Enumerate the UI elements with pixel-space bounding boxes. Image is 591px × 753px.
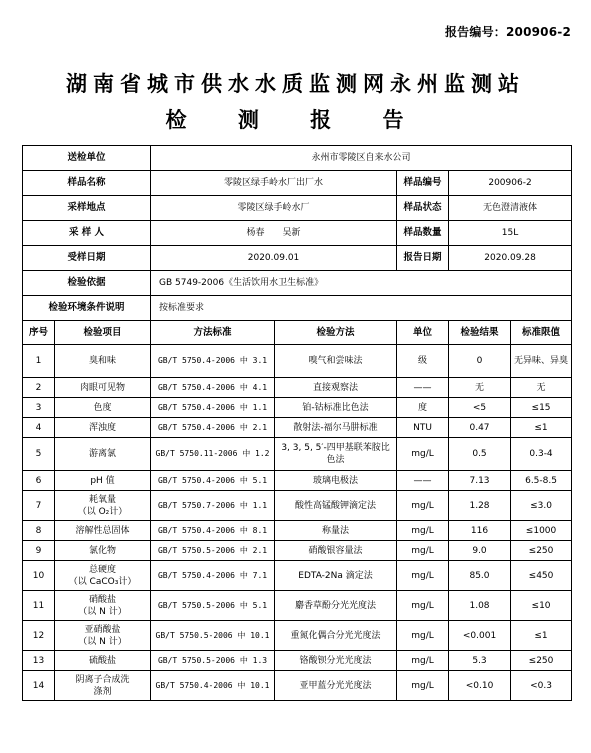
col-method-header: 检验方法 [275, 321, 397, 345]
basis-row [23, 271, 572, 296]
col-result-header: 检验结果 [449, 321, 511, 345]
row-method: 重氮化偶合分光光度法 [275, 621, 397, 651]
report-date-label: 报告日期 [397, 246, 449, 271]
row-method: 散射法-福尔马肼标准 [275, 418, 397, 438]
row-item-name: 硫酸盐 [89, 655, 117, 666]
row-result: 0.47 [449, 418, 511, 438]
row-result: 9.0 [449, 541, 511, 561]
row-result: 1.08 [449, 591, 511, 621]
row-item [55, 541, 151, 561]
row-no: 2 [23, 378, 55, 398]
row-no: 14 [23, 671, 55, 701]
row-method: 嗅气和尝味法 [275, 345, 397, 378]
sample-no-value: 200906-2 [449, 171, 572, 196]
row-unit: NTU [397, 418, 449, 438]
client-value: 永州市零陵区自来水公司 [151, 146, 572, 171]
row-result: 无 [449, 378, 511, 398]
row-method: 铬酸钡分光光度法 [275, 651, 397, 671]
row-item [55, 398, 151, 418]
row-limit: 无 [511, 378, 572, 398]
table-row [23, 621, 572, 651]
row-item-name: 氯化物 [89, 545, 117, 556]
row-method: 称量法 [275, 521, 397, 541]
client-label: 送检单位 [23, 146, 151, 171]
row-item [55, 471, 151, 491]
row-unit: mg/L [397, 491, 449, 521]
column-header-row [23, 321, 572, 345]
row-method: 直接观察法 [275, 378, 397, 398]
date-row [23, 246, 572, 271]
table-row [23, 471, 572, 491]
env-row [23, 296, 572, 321]
col-unit-header: 单位 [397, 321, 449, 345]
row-item-name: 肉眼可见物 [80, 382, 126, 393]
row-std: GB/T 5750.4-2006 中 4.1 [151, 378, 275, 398]
row-no: 6 [23, 471, 55, 491]
row-item-name: 硝酸盐 [89, 594, 117, 605]
row-unit: mg/L [397, 621, 449, 651]
row-no: 4 [23, 418, 55, 438]
sample-name-row [23, 171, 572, 196]
row-limit: 6.5-8.5 [511, 471, 572, 491]
row-item-name: 色度 [93, 402, 112, 413]
col-no-header: 序号 [23, 321, 55, 345]
row-no: 3 [23, 398, 55, 418]
row-limit: <0.3 [511, 671, 572, 701]
sampler-label: 采 样 人 [23, 221, 151, 246]
col-item-header: 检验项目 [55, 321, 151, 345]
row-std: GB/T 5750.5-2006 中 10.1 [151, 621, 275, 651]
row-item-name: 耗氧量 [89, 494, 117, 505]
row-item-name: 臭和味 [89, 356, 117, 366]
row-method: 玻璃电极法 [275, 471, 397, 491]
row-method: 亚甲蓝分光光度法 [275, 671, 397, 701]
recv-date-value: 2020.09.01 [151, 246, 397, 271]
row-unit: mg/L [397, 591, 449, 621]
row-item [55, 651, 151, 671]
row-no: 7 [23, 491, 55, 521]
sample-no-label: 样品编号 [397, 171, 449, 196]
location-value: 零陵区绿手岭水厂 [151, 196, 397, 221]
table-row [23, 438, 572, 471]
row-result: <0.10 [449, 671, 511, 701]
row-no: 8 [23, 521, 55, 541]
row-limit: ≤3.0 [511, 491, 572, 521]
row-limit: ≤10 [511, 591, 572, 621]
row-item [55, 621, 151, 651]
table-row [23, 491, 572, 521]
row-std: GB/T 5750.4-2006 中 1.1 [151, 398, 275, 418]
row-item-note: （以 N 计） [78, 636, 127, 647]
row-item-note: 涤剂 [93, 686, 112, 697]
row-std: GB/T 5750.4-2006 中 10.1 [151, 671, 275, 701]
row-item-note: （以 CaCO₃计） [68, 576, 137, 587]
row-result: 1.28 [449, 491, 511, 521]
row-std: GB/T 5750.4-2006 中 3.1 [151, 345, 275, 378]
row-limit: ≤250 [511, 651, 572, 671]
row-limit: ≤1 [511, 418, 572, 438]
report-subtitle: 检 测 报 告 [165, 107, 426, 132]
row-item-name: 溶解性总固体 [75, 525, 130, 536]
row-method: 麝香草酚分光光度法 [275, 591, 397, 621]
row-method: 3, 3, 5, 5′-四甲基联苯胺比色法 [275, 438, 397, 471]
row-limit: ≤15 [511, 398, 572, 418]
row-unit: 级 [397, 345, 449, 378]
row-std: GB/T 5750.4-2006 中 2.1 [151, 418, 275, 438]
row-limit: ≤1000 [511, 521, 572, 541]
report-number: 报告编号：200906-2 [444, 25, 571, 39]
row-std: GB/T 5750.7-2006 中 1.1 [151, 491, 275, 521]
sampler-row [23, 221, 572, 246]
report-date-value: 2020.09.28 [449, 246, 572, 271]
row-unit: mg/L [397, 541, 449, 561]
row-unit: —— [397, 378, 449, 398]
sampler-value: 杨春 吴新 [151, 221, 397, 246]
row-std: GB/T 5750.4-2006 中 7.1 [151, 561, 275, 591]
sample-name-value: 零陵区绿手岭水厂出厂水 [151, 171, 397, 196]
location-label: 采样地点 [23, 196, 151, 221]
env-label: 检验环境条件说明 [23, 296, 151, 321]
row-method: EDTA-2Na 滴定法 [275, 561, 397, 591]
row-item [55, 438, 151, 471]
row-unit: mg/L [397, 651, 449, 671]
row-item [55, 591, 151, 621]
row-no: 12 [23, 621, 55, 651]
row-item-name: pH 值 [90, 475, 115, 486]
row-item [55, 491, 151, 521]
row-limit: ≤450 [511, 561, 572, 591]
row-item-name: 阴离子合成洗 [75, 674, 130, 685]
row-item [55, 521, 151, 541]
row-no: 11 [23, 591, 55, 621]
table-row [23, 671, 572, 701]
row-item [55, 671, 151, 701]
row-std: GB/T 5750.5-2006 中 2.1 [151, 541, 275, 561]
row-std: GB/T 5750.4-2006 中 8.1 [151, 521, 275, 541]
row-item-name: 亚硝酸盐 [84, 624, 121, 635]
table-row [23, 561, 572, 591]
location-row [23, 196, 572, 221]
table-row [23, 521, 572, 541]
row-unit: mg/L [397, 438, 449, 471]
client-row [23, 146, 572, 171]
row-result: 0.5 [449, 438, 511, 471]
row-std: GB/T 5750.5-2006 中 5.1 [151, 591, 275, 621]
row-limit: 无异味、异臭 [511, 345, 572, 378]
row-method: 铂-钴标准比色法 [275, 398, 397, 418]
row-no: 9 [23, 541, 55, 561]
row-item-name: 总硬度 [89, 564, 117, 575]
sample-name-label: 样品名称 [23, 171, 151, 196]
row-no: 13 [23, 651, 55, 671]
row-result: <0.001 [449, 621, 511, 651]
row-unit: mg/L [397, 671, 449, 701]
table-row [23, 541, 572, 561]
row-result: 0 [449, 345, 511, 378]
row-std: GB/T 5750.5-2006 中 1.3 [151, 651, 275, 671]
row-result: 85.0 [449, 561, 511, 591]
row-item [55, 378, 151, 398]
row-limit: ≤1 [511, 621, 572, 651]
row-result: 5.3 [449, 651, 511, 671]
qty-value: 15L [449, 221, 572, 246]
table-row [23, 378, 572, 398]
table-row [23, 345, 572, 378]
state-label: 样品状态 [397, 196, 449, 221]
row-no: 5 [23, 438, 55, 471]
row-unit: mg/L [397, 521, 449, 541]
row-no: 10 [23, 561, 55, 591]
row-method: 酸性高锰酸钾滴定法 [275, 491, 397, 521]
col-std-header: 方法标准 [151, 321, 275, 345]
row-item-note: （以 O₂计） [77, 506, 128, 517]
env-value: 按标准要求 [151, 296, 572, 321]
row-item [55, 561, 151, 591]
row-item [55, 418, 151, 438]
report-table [22, 145, 572, 701]
table-row [23, 651, 572, 671]
row-std: GB/T 5750.4-2006 中 5.1 [151, 471, 275, 491]
qty-label: 样品数量 [397, 221, 449, 246]
row-no: 1 [23, 345, 55, 378]
row-item-name: 浑浊度 [89, 422, 117, 433]
state-value: 无色澄清液体 [449, 196, 572, 221]
recv-date-label: 受样日期 [23, 246, 151, 271]
row-result: 7.13 [449, 471, 511, 491]
row-result: <5 [449, 398, 511, 418]
row-item [55, 345, 151, 378]
row-unit: 度 [397, 398, 449, 418]
table-row [23, 591, 572, 621]
row-result: 116 [449, 521, 511, 541]
row-unit: —— [397, 471, 449, 491]
col-limit-header: 标准限值 [511, 321, 572, 345]
row-method: 硝酸银容量法 [275, 541, 397, 561]
report-title: 湖南省城市供水水质监测网永州监测站 [66, 71, 525, 96]
row-limit: ≤250 [511, 541, 572, 561]
row-std: GB/T 5750.11-2006 中 1.2 [151, 438, 275, 471]
basis-value: GB 5749-2006《生活饮用水卫生标准》 [151, 271, 572, 296]
table-row [23, 398, 572, 418]
basis-label: 检验依据 [23, 271, 151, 296]
row-item-note: （以 N 计） [78, 606, 127, 617]
table-row [23, 418, 572, 438]
row-unit: mg/L [397, 561, 449, 591]
row-item-name: 游离氯 [89, 449, 117, 459]
row-limit: 0.3-4 [511, 438, 572, 471]
